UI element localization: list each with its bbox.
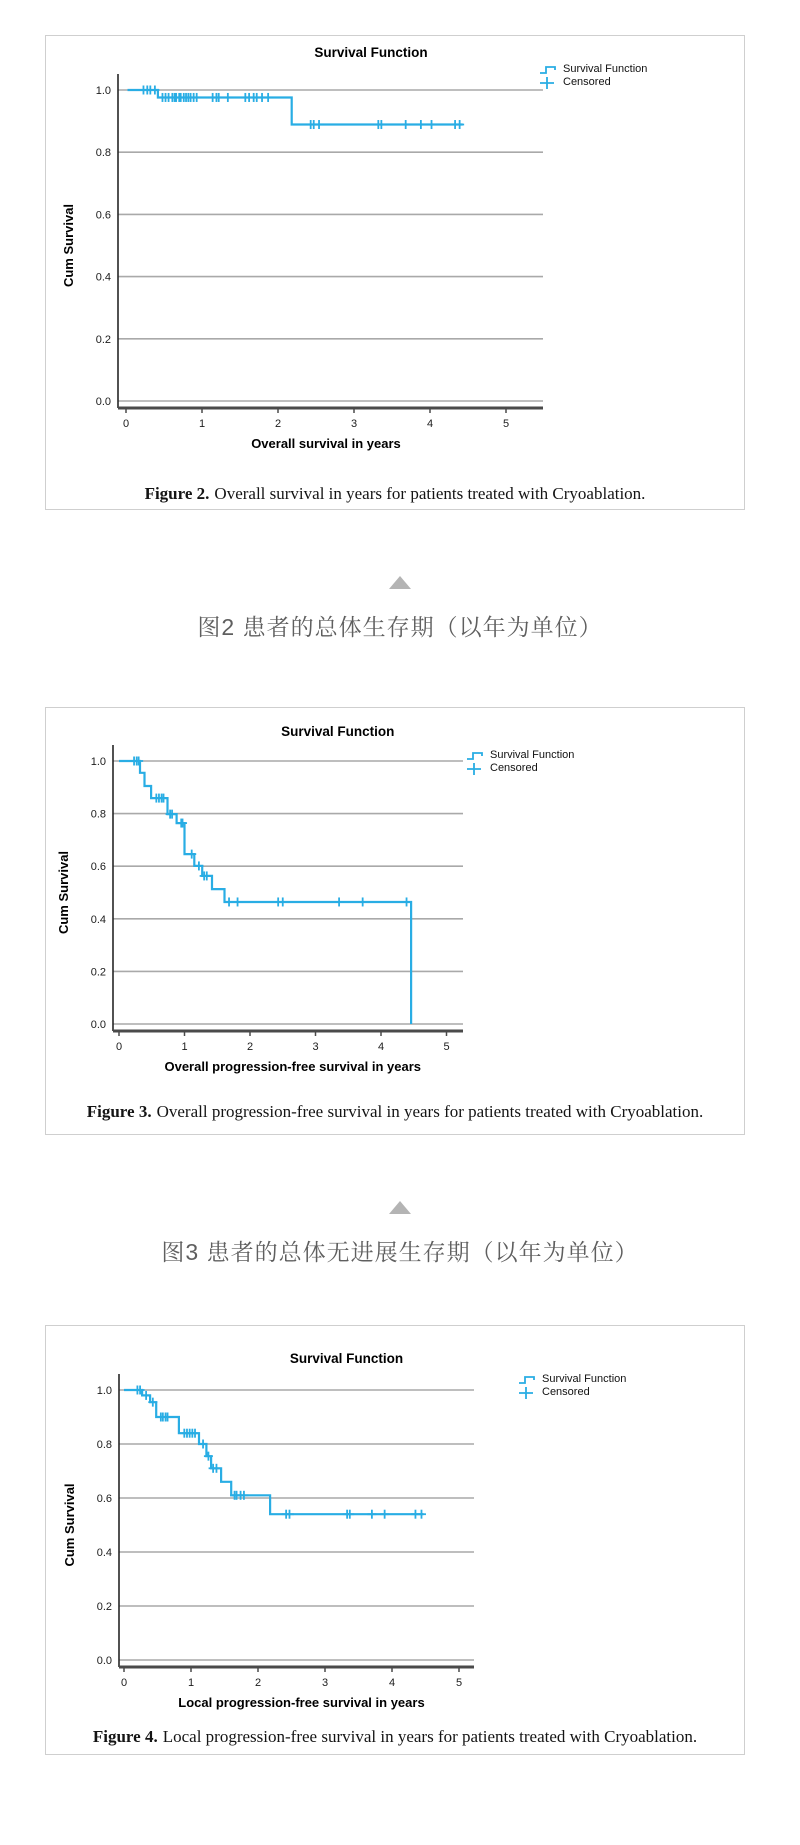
figure3-chart	[46, 713, 744, 1085]
caption-label: Figure 3.	[86, 1102, 152, 1121]
svg-text:1.0: 1.0	[90, 756, 106, 768]
svg-text:Survival Function: Survival Function	[289, 1351, 404, 1366]
legend-label: Survival Function	[542, 1373, 627, 1385]
svg-text:0.6: 0.6	[90, 861, 106, 874]
svg-text:2: 2	[274, 418, 282, 430]
svg-text:1.0: 1.0	[96, 1385, 112, 1397]
svg-text:0.6: 0.6	[95, 209, 111, 222]
figure2-chart	[46, 41, 744, 457]
svg-text:0.0: 0.0	[96, 1655, 112, 1667]
figure3-chinese-heading: 图3 患者的总体无进展生存期（以年为单位）	[161, 1239, 639, 1265]
figure4-caption	[46, 1726, 744, 1748]
caption-text: Local progression-free survival in years for patients treated with Cryoablation.	[162, 1727, 698, 1746]
svg-text:1: 1	[187, 1677, 195, 1689]
figure2-chinese-heading: 图2 患者的总体生存期（以年为单位）	[197, 614, 603, 640]
svg-text:0.8: 0.8	[95, 147, 111, 160]
svg-text:4: 4	[388, 1677, 396, 1689]
svg-text:4: 4	[377, 1041, 385, 1053]
svg-text:3: 3	[350, 418, 358, 430]
svg-text:2: 2	[254, 1677, 262, 1689]
legend-item-censored	[466, 762, 574, 775]
svg-text:1.0: 1.0	[95, 85, 111, 97]
svg-text:3: 3	[312, 1041, 319, 1053]
km-plot-overall-survival	[46, 41, 746, 457]
svg-text:0.2: 0.2	[96, 1601, 112, 1613]
plus-icon	[539, 76, 561, 90]
svg-text:0.0: 0.0	[95, 396, 111, 408]
svg-text:5: 5	[502, 418, 510, 430]
legend-label: Censored	[563, 76, 611, 88]
svg-text:0.2: 0.2	[95, 333, 111, 346]
svg-text:0.8: 0.8	[96, 1439, 112, 1451]
svg-text:1: 1	[198, 418, 206, 430]
chart-legend	[518, 1373, 626, 1399]
figure2-panel	[45, 35, 745, 510]
step-line-icon	[466, 750, 488, 762]
step-line-icon	[539, 64, 561, 76]
svg-text:5: 5	[455, 1677, 463, 1689]
svg-text:2: 2	[246, 1041, 254, 1053]
step-line-icon	[518, 1374, 540, 1386]
km-plot-local-pfs	[46, 1331, 746, 1719]
plus-icon	[466, 762, 488, 776]
svg-text:4: 4	[426, 418, 434, 430]
chart-legend	[539, 63, 647, 89]
svg-text:0.0: 0.0	[90, 1019, 106, 1031]
svg-text:5: 5	[443, 1041, 450, 1053]
svg-text:0: 0	[122, 418, 130, 430]
plus-icon	[518, 1386, 540, 1400]
chart-legend	[466, 749, 574, 775]
article-figures-page	[0, 35, 800, 1845]
legend-item-censored	[518, 1386, 626, 1399]
figure4-panel	[45, 1325, 745, 1755]
svg-text:0.4: 0.4	[96, 1547, 112, 1559]
svg-text:Cum Survival: Cum Survival	[56, 850, 71, 935]
svg-text:3: 3	[321, 1677, 329, 1689]
svg-text:Overall progression-free survi: Overall progression-free survival in years	[164, 1059, 422, 1074]
legend-label: Survival Function	[490, 749, 575, 761]
caption-label: Figure 4.	[92, 1727, 158, 1746]
triangle-up-icon[interactable]	[389, 1201, 411, 1214]
caption-text: Overall survival in years for patients treated with Cryoablation.	[214, 484, 646, 503]
svg-text:0.8: 0.8	[90, 808, 106, 821]
km-plot-overall-pfs	[46, 713, 746, 1085]
svg-text:Survival Function: Survival Function	[281, 724, 395, 739]
section-divider-1	[0, 510, 800, 643]
svg-text:Survival Function: Survival Function	[314, 45, 428, 60]
triangle-up-icon[interactable]	[389, 576, 411, 589]
svg-text:1: 1	[181, 1041, 188, 1053]
svg-text:Cum Survival: Cum Survival	[61, 203, 76, 288]
svg-text:0.4: 0.4	[90, 913, 106, 926]
caption-label: Figure 2.	[144, 484, 210, 503]
legend-item-survival	[518, 1373, 626, 1386]
legend-label: Censored	[490, 762, 538, 774]
figure3-caption	[46, 1101, 744, 1123]
legend-item-survival	[466, 749, 574, 762]
svg-text:0: 0	[120, 1677, 128, 1689]
legend-item-survival	[539, 63, 647, 76]
figure4-chart	[46, 1331, 744, 1719]
svg-text:Overall survival in years: Overall survival in years	[251, 436, 401, 451]
svg-text:Local progression-free surviva: Local progression-free survival in years	[178, 1695, 425, 1710]
figure3-panel	[45, 707, 745, 1135]
svg-text:0: 0	[115, 1041, 123, 1053]
legend-label: Censored	[542, 1386, 590, 1398]
figure2-caption	[46, 483, 744, 505]
legend-label: Survival Function	[563, 63, 648, 75]
svg-text:0.4: 0.4	[95, 271, 111, 284]
svg-text:Cum Survival: Cum Survival	[62, 1483, 77, 1567]
caption-text: Overall progression-free survival in years for patients treated with Cryoablation.	[156, 1102, 704, 1121]
section-divider-2	[0, 1135, 800, 1268]
svg-text:0.2: 0.2	[90, 966, 106, 979]
svg-text:0.6: 0.6	[96, 1493, 112, 1505]
legend-item-censored	[539, 76, 647, 89]
